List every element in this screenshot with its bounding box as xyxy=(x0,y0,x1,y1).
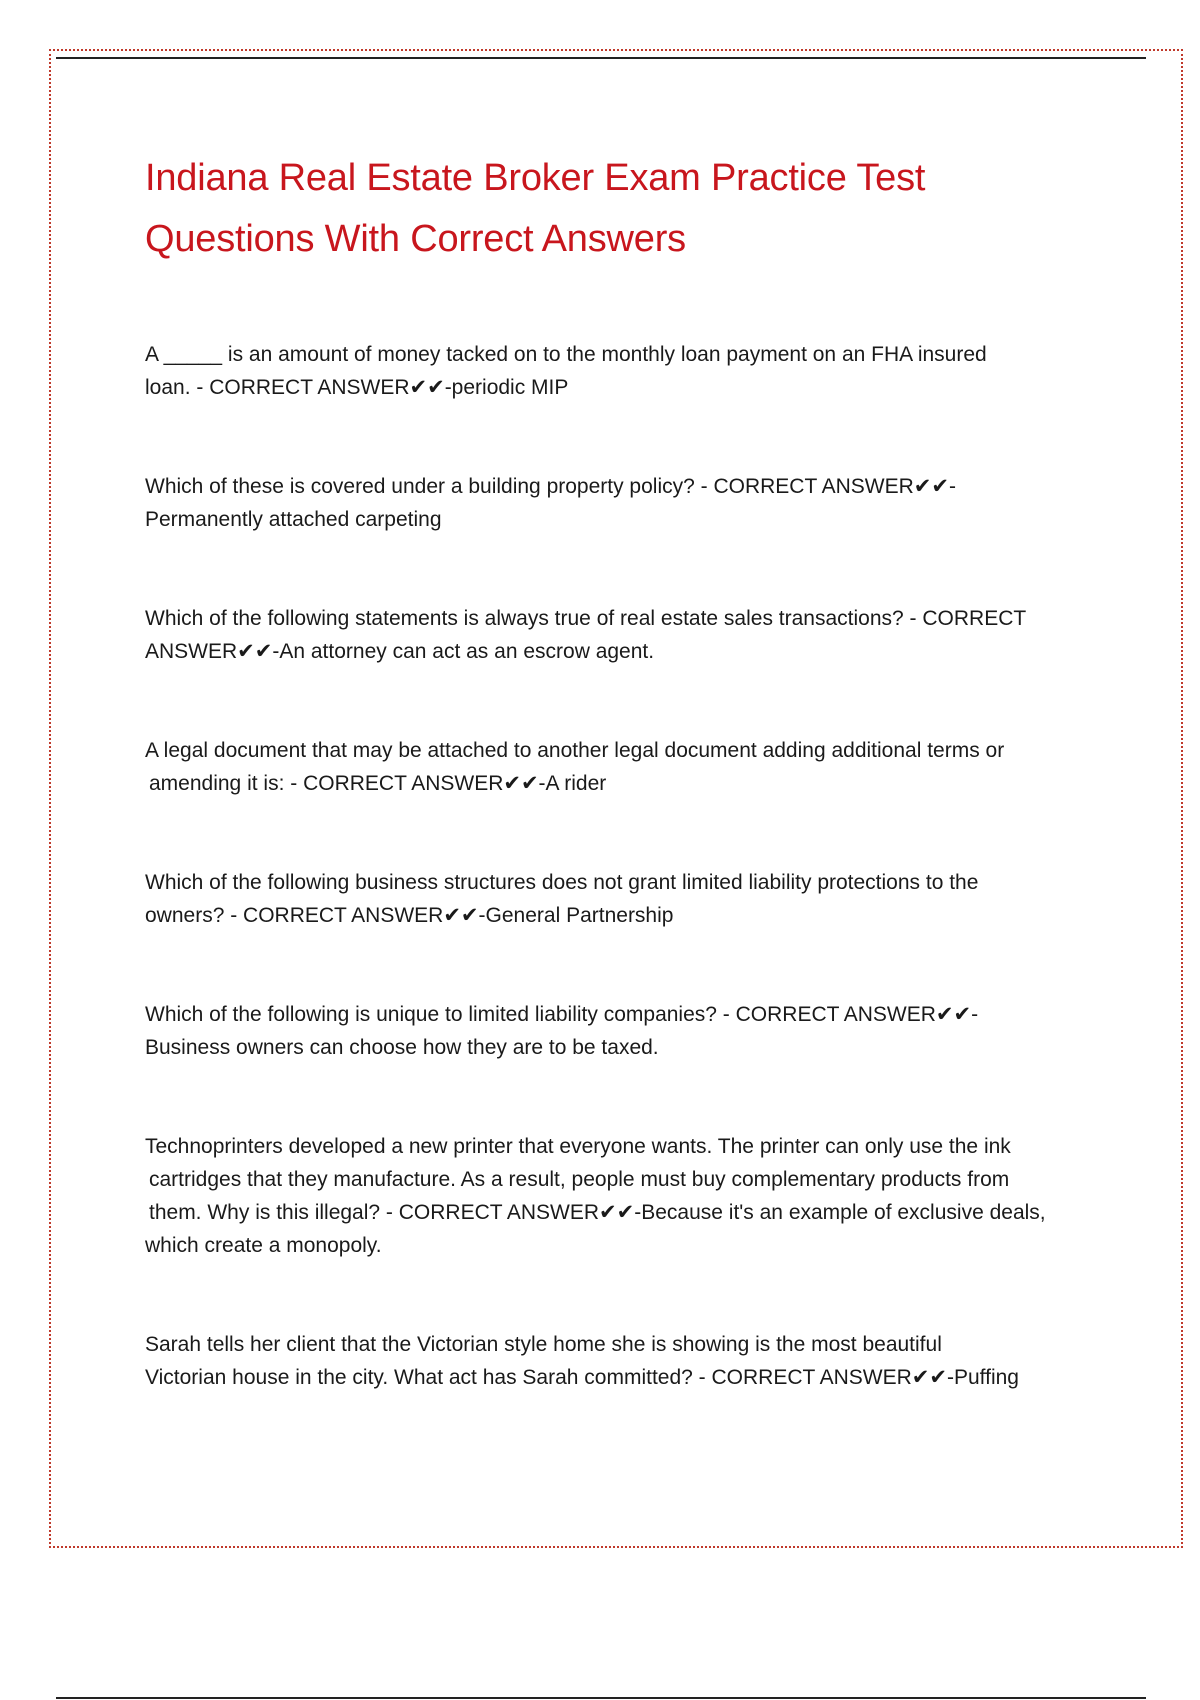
title-line: Indiana Real Estate Broker Exam Practice Test xyxy=(145,157,926,199)
qa-text-line: Which of these is covered under a building property policy? - CORRECT ANSWER✔✔- xyxy=(145,475,956,498)
qa-item xyxy=(145,866,1090,932)
qa-text-line: amending it is: - CORRECT ANSWER✔✔-A rider xyxy=(149,772,607,795)
document-title xyxy=(145,148,1090,270)
qa-item xyxy=(145,1130,1090,1262)
qa-text-line: Business owners can choose how they are to be taxed. xyxy=(145,1036,659,1059)
qa-item xyxy=(145,338,1090,404)
qa-item xyxy=(145,470,1090,536)
qa-text-line: cartridges that they manufacture. As a result, people must buy complementary products from xyxy=(149,1168,1010,1191)
qa-list xyxy=(145,338,1090,1394)
qa-item xyxy=(145,998,1090,1064)
qa-item xyxy=(145,1328,1090,1394)
top-rule xyxy=(56,57,1146,59)
document-body xyxy=(145,148,1090,1460)
qa-text-line: which create a monopoly. xyxy=(145,1234,382,1257)
bottom-rule xyxy=(56,1697,1146,1699)
qa-text-line: them. Why is this illegal? - CORRECT ANSWER✔✔-Because it's an example of exclusive deals, xyxy=(149,1201,1046,1224)
qa-text-line: Which of the following statements is always true of real estate sales transactions? - CORRECT xyxy=(145,607,1027,630)
qa-text-line: A legal document that may be attached to another legal document adding additional terms or xyxy=(145,739,1005,762)
qa-text-line: Victorian house in the city. What act has Sarah committed? - CORRECT ANSWER✔✔-Puffing xyxy=(145,1366,1019,1389)
qa-text-line: owners? - CORRECT ANSWER✔✔-General Partnership xyxy=(145,904,674,927)
qa-item xyxy=(145,734,1090,800)
qa-text-line: A _____ is an amount of money tacked on to the monthly loan payment on an FHA insured xyxy=(145,343,987,366)
qa-text-line: Permanently attached carpeting xyxy=(145,508,442,531)
qa-text-line: Which of the following is unique to limited liability companies? - CORRECT ANSWER✔✔- xyxy=(145,1003,979,1026)
qa-text-line: Technoprinters developed a new printer that everyone wants. The printer can only use the ink xyxy=(145,1135,1011,1158)
qa-text-line: loan. - CORRECT ANSWER✔✔-periodic MIP xyxy=(145,376,569,399)
qa-text-line: ANSWER✔✔-An attorney can act as an escrow agent. xyxy=(145,640,655,663)
qa-text-line: Which of the following business structures does not grant limited liability protections to the xyxy=(145,871,979,894)
title-line: Questions With Correct Answers xyxy=(145,218,686,260)
qa-item xyxy=(145,602,1090,668)
qa-text-line: Sarah tells her client that the Victorian style home she is showing is the most beautiful xyxy=(145,1333,942,1356)
